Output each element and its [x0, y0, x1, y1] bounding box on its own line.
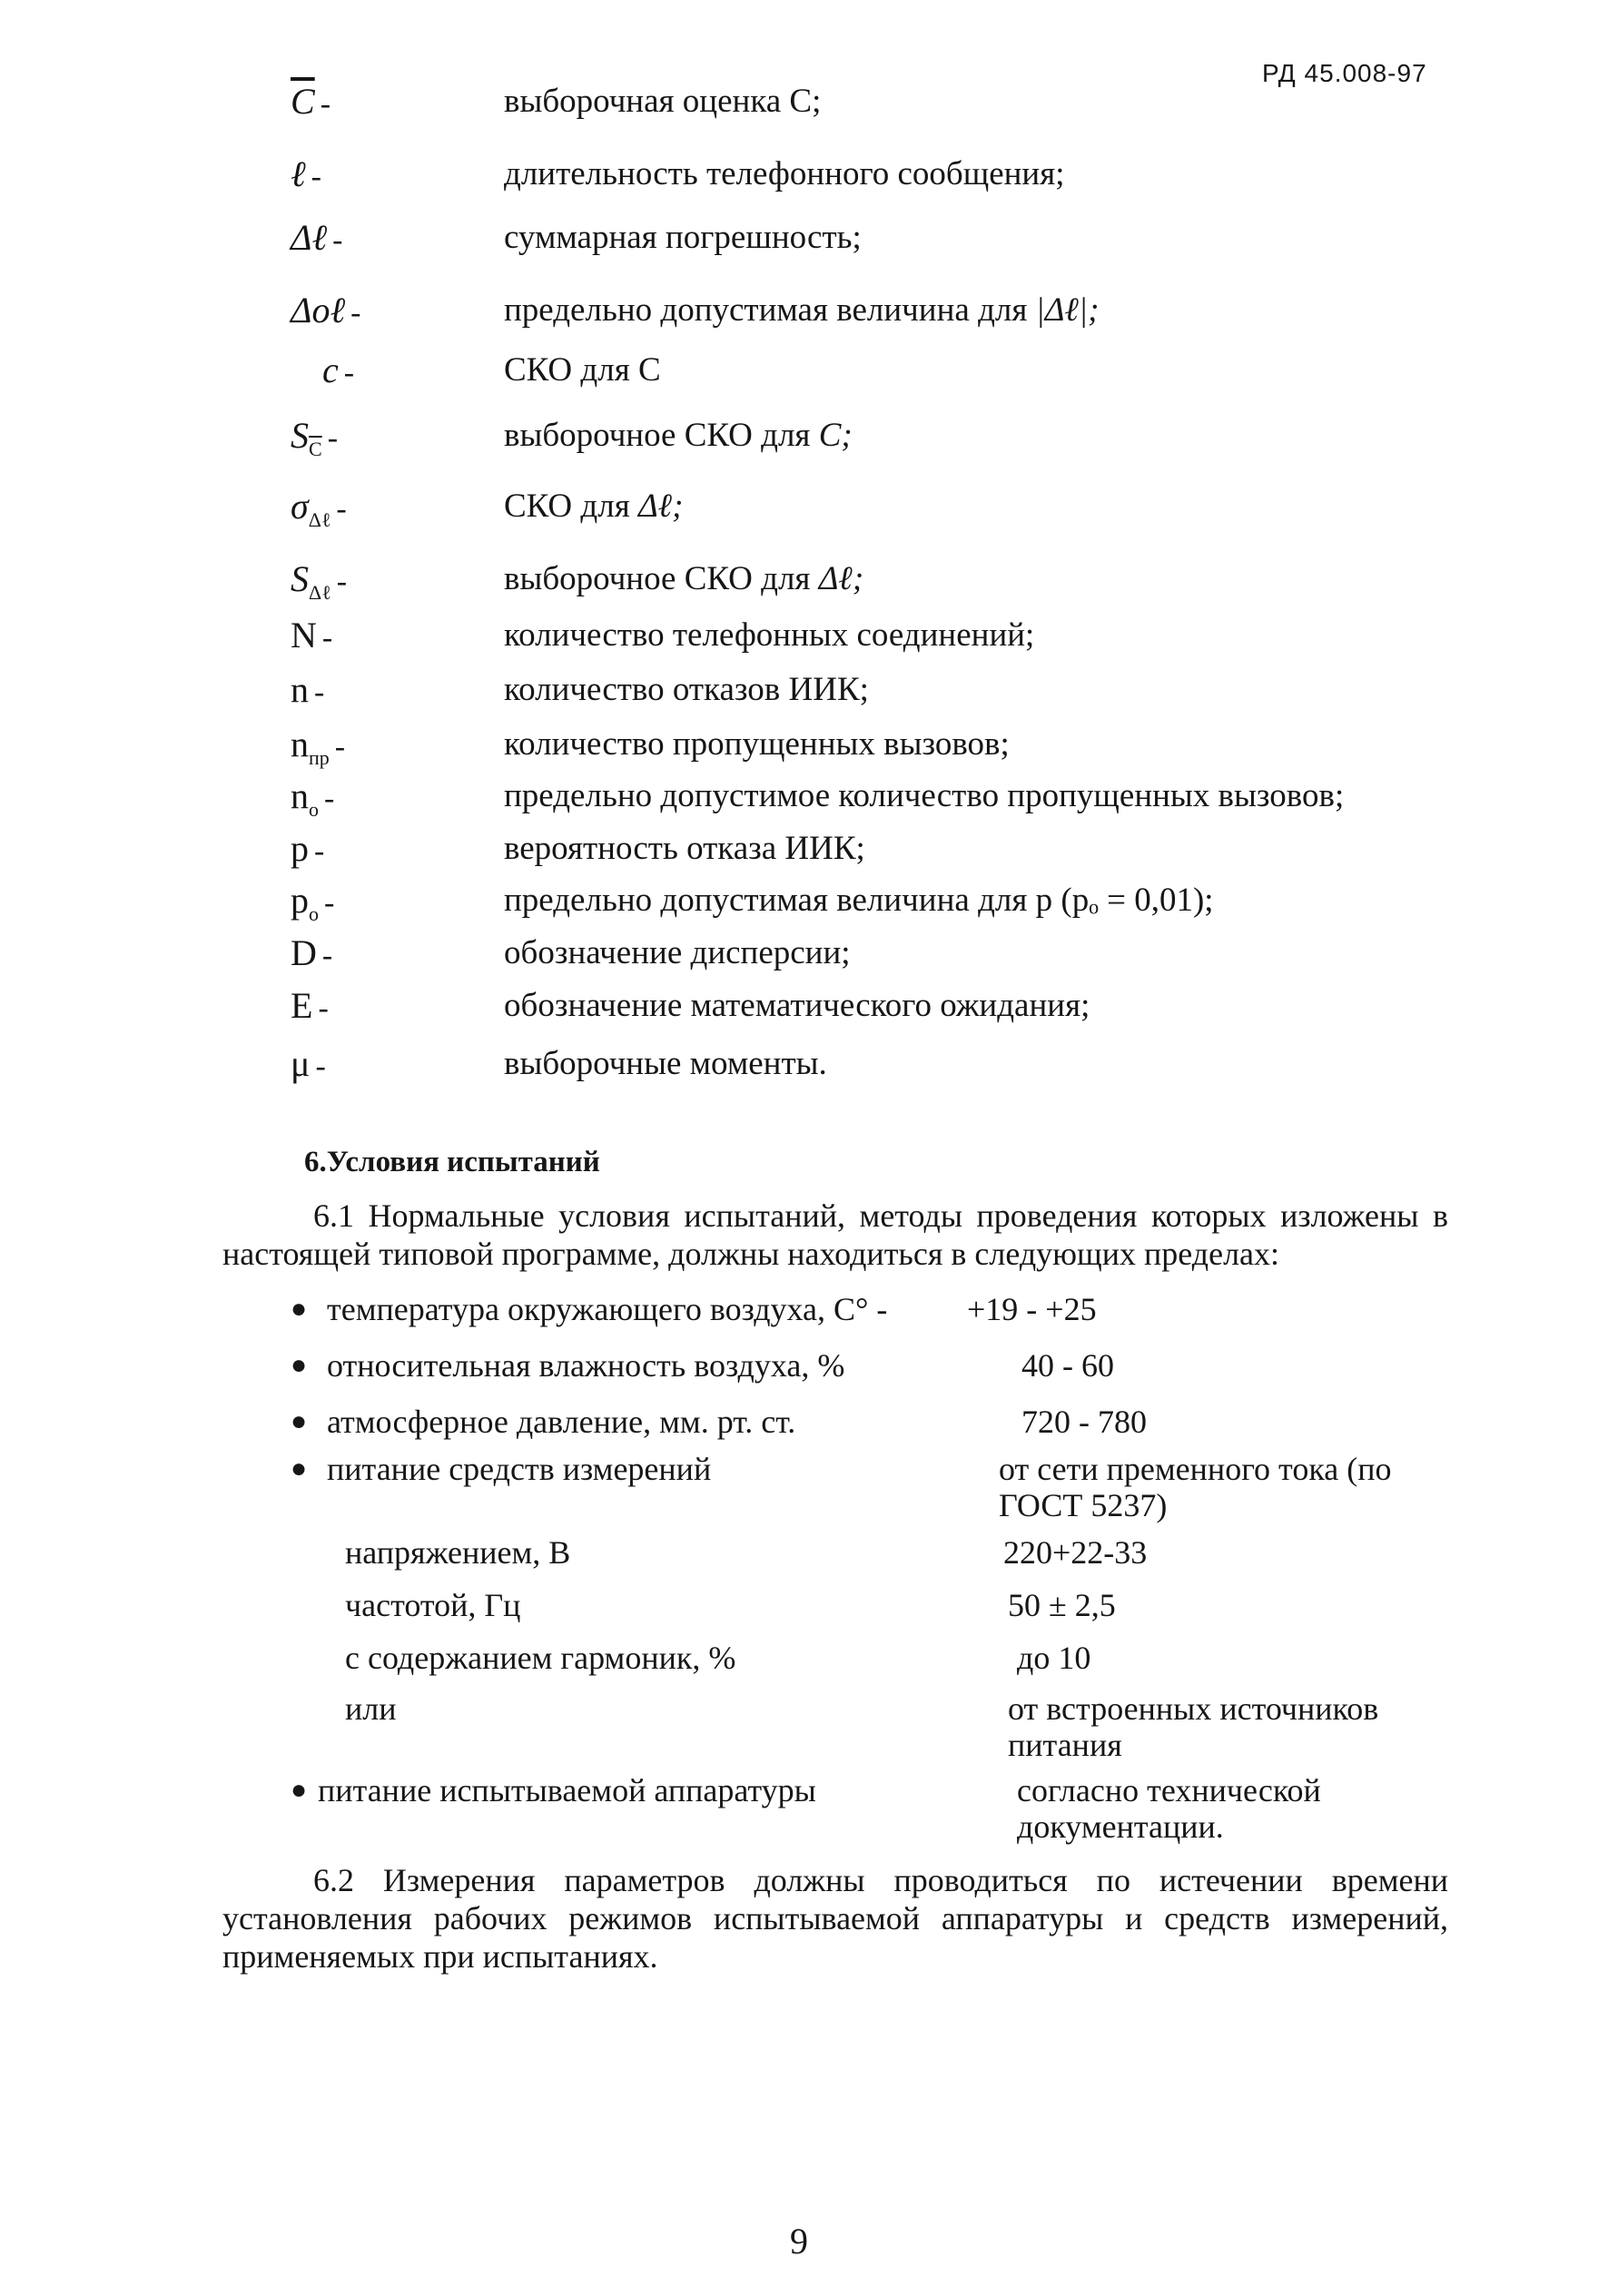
definition-text: предельно допустимая величина для |Δℓ|; [504, 291, 1100, 329]
definition-text: СКО для С [504, 351, 661, 389]
symbol: Δoℓ - [291, 290, 361, 330]
symbol: $n_{пр}$ - [291, 724, 346, 769]
definition-row [291, 552, 1525, 606]
definition-row [291, 717, 1525, 772]
condition-label: с содержанием гармоник, % [345, 1640, 736, 1676]
condition-value: от встроенных источников питания [1008, 1690, 1379, 1763]
symbol: $n_o$ - [291, 775, 335, 821]
condition-label: атмосферное давление, мм. рт. ст. [327, 1404, 796, 1440]
condition-label: частотой, Гц [345, 1587, 521, 1623]
bullet-icon: ● [291, 1350, 308, 1380]
condition-value: до 10 [1017, 1640, 1091, 1676]
symbol: D - [291, 932, 333, 973]
symbol: $\sigma_{\Delta\ell}$ - [291, 486, 347, 531]
symbol: $\overline{C}$ - [291, 81, 331, 122]
condition-label: напряжением, В [345, 1534, 571, 1571]
condition-value: 720 - 780 [1021, 1404, 1147, 1440]
definition-row [291, 926, 1525, 980]
definition-text: количество пропущенных вызовов; [504, 725, 1010, 763]
bullet-icon: ● [291, 1775, 308, 1805]
definition-row [291, 283, 1525, 338]
bullet-icon: ● [291, 1453, 308, 1483]
definition-row [291, 663, 1525, 717]
page-number: 9 [790, 2221, 808, 2262]
definition-row [291, 822, 1525, 876]
definition-row [291, 409, 1525, 463]
definition-row [291, 479, 1525, 534]
condition-label: температура окружающего воздуха, С° - [327, 1291, 888, 1327]
symbol: $S_{\overline{C}}$ - [291, 415, 339, 460]
definition-text: выборочное СКО для Δℓ; [504, 560, 864, 597]
definition-row [291, 211, 1525, 265]
condition-label: или [345, 1690, 397, 1727]
symbol: ℓ - [291, 153, 321, 194]
condition-label: питание испытываемой аппаратуры [318, 1772, 816, 1808]
definition-text: предельно допустимое количество пропущенных вызовов; [504, 777, 1345, 814]
definition-text: СКО для Δℓ; [504, 488, 684, 525]
symbol: p - [291, 828, 325, 869]
definition-text: количество отказов ИИК; [504, 671, 869, 708]
definition-text: выборочное СКО для C; [504, 417, 853, 454]
section-title: 6.Условия испытаний [304, 1146, 600, 1178]
definition-row [291, 873, 1525, 928]
paragraph-6-1: 6.1 Нормальные условия испытаний, методы проведения которых изложены в настоящей типовой программе, должны находиться в следующих пределах: [222, 1197, 1448, 1272]
definition-row [291, 343, 1525, 398]
definition-text: предельно допустимая величина для p (pₒ = 0,01); [504, 882, 1214, 919]
definition-text: выборочная оценка С; [504, 83, 822, 120]
definition-row [291, 979, 1525, 1033]
definition-text: количество телефонных соединений; [504, 616, 1035, 654]
definition-text: выборочные моменты. [504, 1045, 827, 1082]
condition-label: питание средств измерений [327, 1451, 712, 1487]
paragraph-6-2: 6.2 Измерения параметров должны проводиться по истечении времени установления рабочих режимов испытываемой аппаратуры и средств измерений, применяемых при испытаниях. [222, 1862, 1448, 1975]
bullet-icon: ● [291, 1294, 308, 1324]
document-code: РД 45.008-97 [1262, 59, 1427, 87]
condition-value: 50 ± 2,5 [1008, 1587, 1116, 1623]
symbol: c - [322, 350, 355, 390]
condition-label: относительная влажность воздуха, % [327, 1347, 845, 1384]
symbol: n - [291, 669, 325, 710]
definition-row [291, 74, 1525, 129]
symbol: $p_o$ - [291, 880, 335, 925]
symbol: Δℓ - [291, 217, 343, 258]
definition-row [291, 769, 1525, 823]
definition-text: длительность телефонного сообщения; [504, 155, 1065, 192]
condition-value: согласно технической документации. [1017, 1772, 1321, 1845]
bullet-icon: ● [291, 1406, 308, 1436]
definition-text: вероятность отказа ИИК; [504, 830, 865, 867]
definition-row [291, 1037, 1525, 1091]
definition-row [291, 608, 1525, 663]
symbol: N - [291, 615, 333, 655]
definition-text: обозначение дисперсии; [504, 934, 851, 971]
symbol: $S_{\Delta\ell}$ - [291, 558, 348, 604]
symbol: μ - [291, 1043, 326, 1084]
condition-value: +19 - +25 [967, 1291, 1097, 1327]
definition-text: обозначение математического ожидания; [504, 987, 1090, 1024]
definition-row [291, 147, 1525, 202]
definition-text: суммарная погрешность; [504, 219, 862, 256]
symbol: E - [291, 985, 329, 1026]
condition-value: 40 - 60 [1021, 1347, 1114, 1384]
condition-value: 220+22-33 [1003, 1534, 1148, 1571]
condition-value: от сети пременного тока (по ГОСТ 5237) [999, 1451, 1392, 1523]
